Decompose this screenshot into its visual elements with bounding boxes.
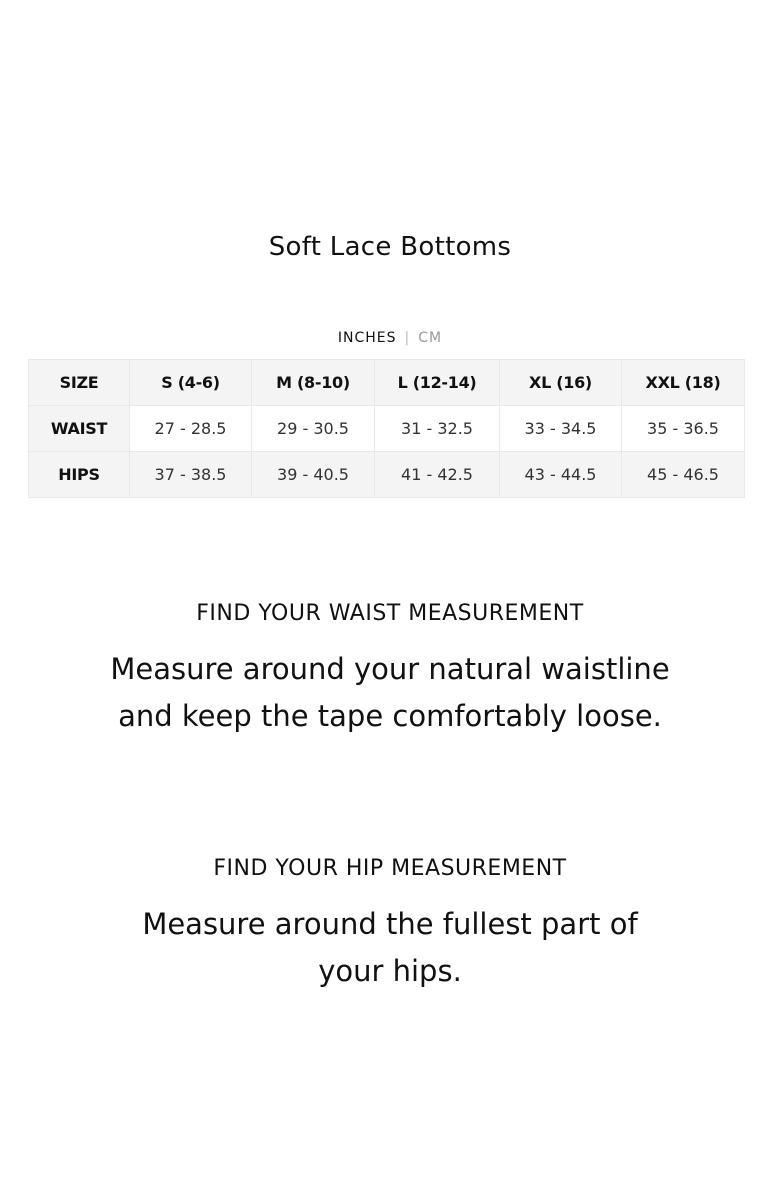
unit-toggle: [0, 330, 780, 346]
header-size-m: M (8-10): [252, 360, 375, 406]
hip-guide-text: Measure around the fullest part of your hips.: [142, 907, 638, 988]
unit-separator: |: [404, 330, 411, 346]
table-header-row: [29, 360, 745, 406]
table-cell: 39 - 40.5: [252, 452, 375, 498]
table-cell: 37 - 38.5: [130, 452, 252, 498]
header-size-label: SIZE: [29, 360, 130, 406]
table-row-hips: [29, 452, 745, 498]
table-cell: 43 - 44.5: [500, 452, 622, 498]
table-cell: 31 - 32.5: [375, 406, 500, 452]
row-label-waist: WAIST: [29, 406, 130, 452]
header-size-s: S (4-6): [130, 360, 252, 406]
row-label-hips: HIPS: [29, 452, 130, 498]
waist-guide-text: Measure around your natural waistline and keep the tape comfortably loose.: [110, 652, 670, 733]
table-cell: 45 - 46.5: [622, 452, 745, 498]
size-chart-table: [28, 359, 745, 498]
waist-guide-heading: FIND YOUR WAIST MEASUREMENT: [196, 601, 584, 626]
header-size-xl: XL (16): [500, 360, 622, 406]
unit-inches-toggle[interactable]: INCHES: [337, 330, 397, 346]
table-cell: 27 - 28.5: [130, 406, 252, 452]
table-cell: 41 - 42.5: [375, 452, 500, 498]
table-cell: 29 - 30.5: [252, 406, 375, 452]
table-cell: 33 - 34.5: [500, 406, 622, 452]
unit-cm-toggle[interactable]: CM: [418, 330, 443, 346]
table-row-waist: [29, 406, 745, 452]
page-title: Soft Lace Bottoms: [268, 232, 512, 262]
table-cell: 35 - 36.5: [622, 406, 745, 452]
header-size-l: L (12-14): [375, 360, 500, 406]
hip-guide-heading: FIND YOUR HIP MEASUREMENT: [213, 856, 567, 881]
header-size-xxl: XXL (18): [622, 360, 745, 406]
